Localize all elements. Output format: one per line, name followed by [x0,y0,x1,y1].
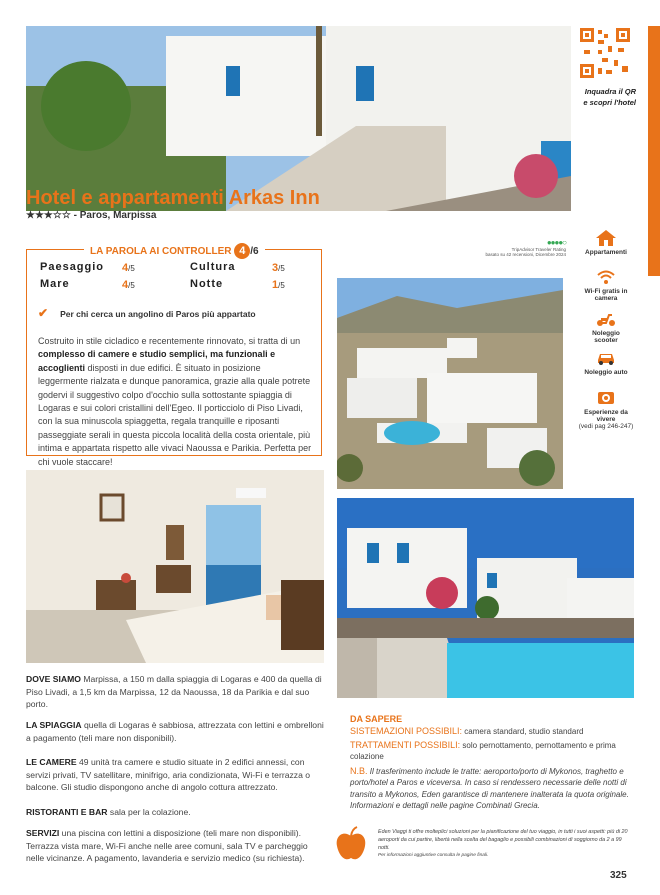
trattamenti-row [350,740,634,763]
feature-car [584,350,628,376]
eden-note-text: Eden Viaggi ti offre molteplici soluzioni per la pianificazione del tuo viaggio, in tutti i suoi aspetti: più di 20 aeroporti da cui partire, libertà nella scelta del bagaglio e possibili combinazioni di soggiorno da 2 a 99 notti. [378,829,628,851]
hotel-subtitle [26,210,156,221]
description-intro: Costruito in stile cicladico e recentemente rinnovato, si tratta di un [38,336,301,346]
qr-caption-line2: e scopri l'hotel [583,98,636,107]
feature-label: Noleggio auto [584,369,628,376]
section-camere [26,756,324,794]
feature-label: Wi-Fi gratis in camera [584,288,628,302]
rating-label-cultura: Cultura [190,261,236,273]
eden-note-small: Per informazioni aggiuntive consulta le pagine finali. [378,853,489,858]
section-spiaggia [26,719,324,744]
star-rating: ★★★☆☆ [26,210,71,221]
controller-heading-text: LA PAROLA AI CONTROLLER [90,246,232,257]
feature-sublabel: (vedi pag 246-247) [578,423,634,430]
tripadvisor-line2: basato su 42 recensioni, Dicembre 2024 [485,252,566,257]
qr-caption-line1: Inquadra il QR [584,87,636,96]
rating-value-paesaggio: 4/5 [122,262,135,274]
section-heading: DOVE SIAMO [26,674,81,684]
hotel-location: Paros, Marpissa [79,210,157,221]
rating-value-mare: 4/5 [122,279,135,291]
controller-tagline: Per chi cerca un angolino di Paros più appartato [60,309,256,319]
section-text: 49 unità tra camere e studio situate in 2 edifici annessi, con servizi privati, TV satellitare, minifrigo, aria condizionata, Wi-Fi e terrazza o balcone. Gli studio dispongono anche di angolo cottura attrezzato. [26,757,311,793]
feature-label: Noleggio scooter [592,330,620,344]
feature-apartments [584,230,628,256]
description-rest: disposti in due edifici. È situato in posizione leggermente rialzata e dunque panoramica, grazie alla quale potrete godervi il suggestivo colpo d'occhio sulla sottostante spiaggia di Logaras e sui colori cristallini dell'Egeo. Il porticciolo di Piso Livadi, con la sua minuscola spiaggetta, regala tranquille e riposanti passeggiate serali in questa piccola località della costa orientale, più intima e appartata rispetto alle vivaci Naoussa e Parikia. Perfetta per chi vuole staccare! [38,362,312,467]
hero-photo [26,26,571,211]
section-text: sala per la colazione. [109,807,191,817]
house-icon [596,230,616,246]
scooter-icon [596,311,616,327]
eden-note [378,828,634,860]
feature-scooter [584,311,628,344]
dash-separator: - [73,210,80,221]
experience-icon [596,390,616,406]
hotel-description [38,335,312,469]
trattamenti-label: TRATTAMENTI POSSIBILI: [350,739,461,750]
bedroom-photo [26,470,324,663]
nb-row [350,766,634,812]
controller-score-max: /6 [250,246,259,257]
nb-label: N.B. [350,765,368,776]
nb-text: Il trasferimento include le tratte: aeroporto/porto di Mykonos, traghetto e porto/hotel a Paros e viceversa. In caso si rendessero necessarie delle notti di transito a Mykonos, Eden garantisce di mantenere inalterata la quota originale. Informazioni e dettagli nelle pagine Combinati Grecia. [350,766,629,810]
feature-label: Appartamenti [585,249,627,256]
da-sapere-heading: DA SAPERE [350,714,403,724]
feature-label: Esperienze da vivere [584,409,628,423]
car-icon [596,350,616,366]
sistemazioni-value: camera standard, studio standard [464,727,584,736]
tripadvisor-dots: ●●●●○ [546,238,566,247]
sistemazioni-row [350,726,634,738]
section-text: una piscina con lettini a disposizione (teli mare non disponibili). Terrazza vista mare, Wi-Fi anche nelle aree comuni, sala TV e parcheggio nelle vicinanze. A pagamento, lavanderia e servizio medico (su richiesta). [26,828,308,864]
description-highlight: complesso di camere e studio semplici, ma funzionali e accoglienti [38,349,276,373]
apple-icon [335,826,367,862]
hotel-title: Hotel e appartamenti Arkas Inn [26,187,320,209]
rating-value-cultura: 3/5 [272,262,285,274]
qr-caption [574,86,636,108]
feature-wifi [584,269,628,302]
section-heading: SERVIZI [26,828,60,838]
da-sapere-box [350,714,634,812]
rating-label-notte: Notte [190,278,224,290]
tripadvisor-line1: TripAdvisor Traveler Rating [511,247,566,252]
pool-photo [337,498,634,698]
rating-label-paesaggio: Paesaggio [40,261,105,273]
tagline-row [38,306,256,320]
page-number: 325 [610,870,627,881]
trattamenti-value: solo pernottamento, pernottamento e prima colazione [350,740,616,761]
tripadvisor-rating [476,238,566,257]
aerial-photo [337,278,563,489]
section-text: Marpissa, a 150 m dalla spiaggia di Logaras e 400 da quella di Piso Livadi, a 1,5 km da Marpissa, 12 da Naoussa, 18 da Parikia e dal suo porto. [26,674,322,710]
section-ristoranti [26,806,324,819]
rating-value-notte: 1/5 [272,279,285,291]
section-text: quella di Logaras è sabbiosa, attrezzata con lettini e ombrelloni a pagamento (teli mare non disponibili). [26,720,324,743]
feature-experiences [578,390,634,430]
section-servizi [26,827,324,865]
section-heading: LA SPIAGGIA [26,720,82,730]
section-heading: LE CAMERE [26,757,77,767]
section-heading: RISTORANTI E BAR [26,807,108,817]
rating-label-mare: Mare [40,278,70,290]
check-icon: ✔ [38,306,49,320]
sistemazioni-label: SISTEMAZIONI POSSIBILI: [350,726,463,736]
wifi-icon [596,269,616,285]
section-dove-siamo [26,673,324,711]
orange-side-tab [648,26,660,276]
controller-score: 4 [234,243,250,259]
controller-heading [84,243,265,259]
qr-code[interactable] [578,26,632,80]
